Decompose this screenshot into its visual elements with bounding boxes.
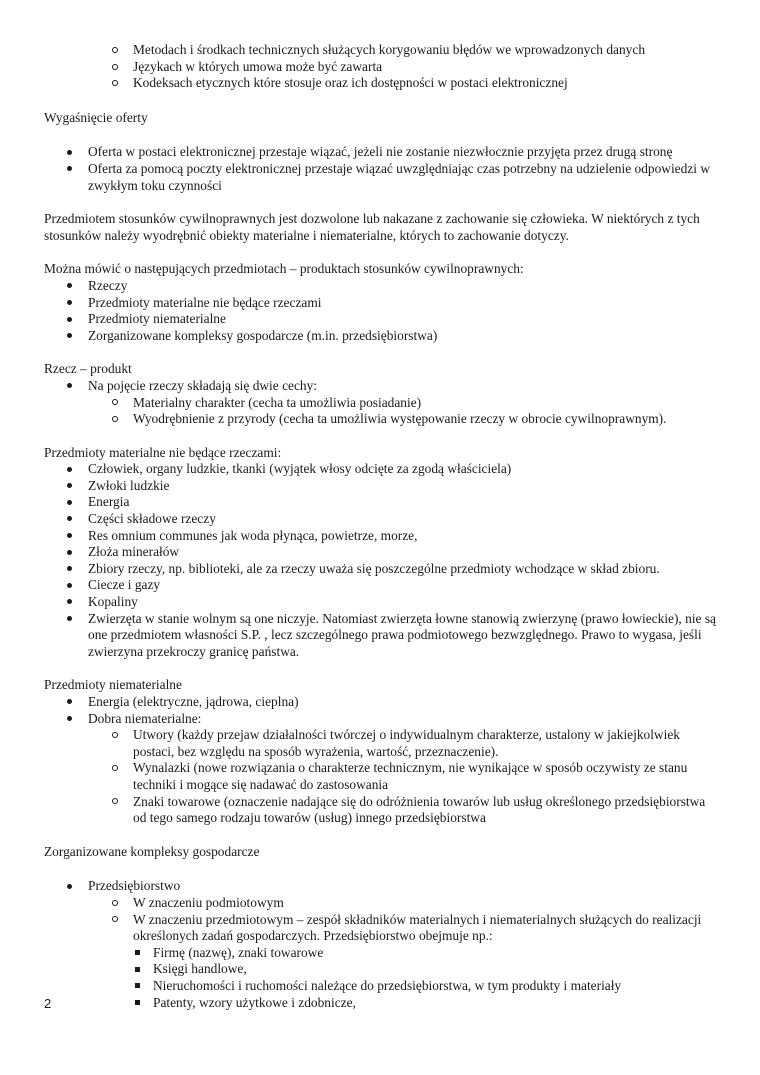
- list-item: Znaki towarowe (oznaczenie nadające się do odróżnienia towarów lub usług określonego przedsiębiorstwa od tego samego rodzaju towarów (usług) innego przedsiębiorstwa: [44, 794, 720, 827]
- list-item: Złoża minerałów: [44, 544, 720, 561]
- list-item: Części składowe rzeczy: [44, 511, 720, 528]
- bullet-icon: [62, 161, 76, 178]
- list-item: Firmę (nazwę), znaki towarowe: [44, 945, 720, 962]
- section-heading-kompleksy: Zorganizowane kompleksy gospodarcze: [44, 843, 260, 859]
- list-item: Przedmioty materialne nie będące rzeczami: [44, 295, 720, 312]
- bullet-icon: [62, 461, 76, 478]
- circle-bullet-icon: [108, 59, 122, 76]
- kompleksy-sublist: [44, 895, 720, 945]
- circle-bullet-icon: [108, 42, 122, 59]
- bullet-icon: [62, 378, 76, 395]
- circle-bullet-icon: [108, 794, 122, 811]
- bullet-icon: [62, 694, 76, 711]
- list-item: Językach w których umowa może być zawarta: [44, 59, 720, 76]
- bullet-icon: [62, 878, 76, 895]
- list-item: Człowiek, organy ludzkie, tkanki (wyjątek włosy odcięte za zgodą właściciela): [44, 461, 720, 478]
- circle-bullet-icon: [108, 395, 122, 412]
- circle-bullet-icon: [108, 411, 122, 428]
- square-bullet-icon: [130, 961, 144, 978]
- list-item: Ciecze i gazy: [44, 577, 720, 594]
- kompleksy-list: [44, 878, 720, 895]
- circle-bullet-icon: [108, 912, 122, 929]
- list-item: Księgi handlowe,: [44, 961, 720, 978]
- bullet-icon: [62, 494, 76, 511]
- square-bullet-icon: [130, 995, 144, 1012]
- bullet-icon: [62, 544, 76, 561]
- square-bullet-icon: [130, 945, 144, 962]
- page-number: 2: [44, 996, 52, 1011]
- bullet-icon: [62, 611, 76, 628]
- list-item: Nieruchomości i ruchomości należące do przedsiębiorstwa, w tym produkty i materiały: [44, 978, 720, 995]
- rzecz-sublist: [44, 395, 720, 428]
- paragraph-przedmiot: Przedmiotem stosunków cywilnoprawnych jest dozwolone lub nakazane z zachowanie się człowieka. W niektórych z tych stosunków należy wyodrębnić obiekty materialne i niematerialne, których to zachowanie dotyczy.: [44, 211, 700, 243]
- square-bullet-icon: [130, 978, 144, 995]
- section-heading-niematerialne: Przedmioty niematerialne: [44, 677, 182, 693]
- list-item: Oferta za pomocą poczty elektronicznej przestaje wiązać uwzględniając czas potrzebny na udzielenie odpowiedzi w zwykłym toku czynności: [44, 161, 720, 194]
- list-item: Przedmioty niematerialne: [44, 311, 720, 328]
- continued-sublist: [44, 42, 720, 92]
- list-item: Wynalazki (nowe rozwiązania o charakterze technicznym, nie wynikające w sposób oczywisty ze stanu techniki i mogące się nadawać do zastosowania: [44, 760, 720, 793]
- section-heading-materialne: Przedmioty materialne nie będące rzeczami:: [44, 444, 282, 460]
- niematerialne-sublist: [44, 727, 720, 827]
- bullet-icon: [62, 528, 76, 545]
- section-heading-przedmioty: Można mówić o następujących przedmiotach – produktach stosunków cywilnoprawnych:: [44, 261, 524, 277]
- bullet-icon: [62, 594, 76, 611]
- bullet-icon: [62, 311, 76, 328]
- circle-bullet-icon: [108, 760, 122, 777]
- materialne-list: [44, 461, 720, 660]
- bullet-icon: [62, 511, 76, 528]
- rzecz-list: [44, 378, 720, 395]
- list-item: Kopaliny: [44, 594, 720, 611]
- list-item: Dobra niematerialne:: [44, 711, 720, 728]
- list-item: Metodach i środkach technicznych służących korygowaniu błędów we wprowadzonych danych: [44, 42, 720, 59]
- list-item: Kodeksach etycznych które stosuje oraz ich dostępności w postaci elektronicznej: [44, 75, 720, 92]
- kompleksy-subsublist: [44, 945, 720, 1011]
- bullet-icon: [62, 561, 76, 578]
- bullet-icon: [62, 577, 76, 594]
- bullet-icon: [62, 711, 76, 728]
- wygasniecie-list: [44, 144, 720, 194]
- przedmioty-list: [44, 278, 720, 344]
- list-item: Oferta w postaci elektronicznej przestaje wiązać, jeżeli nie zostanie niezwłocznie przyjęta przez drugą stronę: [44, 144, 720, 161]
- niematerialne-list: [44, 694, 720, 727]
- bullet-icon: [62, 278, 76, 295]
- list-item: Zwłoki ludzkie: [44, 478, 720, 495]
- section-heading-rzecz: Rzecz – produkt: [44, 361, 132, 377]
- list-item: Patenty, wzory użytkowe i zdobnicze,: [44, 995, 720, 1012]
- bullet-icon: [62, 144, 76, 161]
- section-heading-wygasniecie: Wygaśnięcie oferty: [44, 109, 148, 125]
- list-item: Energia: [44, 494, 720, 511]
- circle-bullet-icon: [108, 727, 122, 744]
- list-item: Wyodrębnienie z przyrody (cecha ta umożliwia występowanie rzeczy w obrocie cywilnoprawnym).: [44, 411, 720, 428]
- bullet-icon: [62, 478, 76, 495]
- list-item: Res omnium communes jak woda płynąca, powietrze, morze,: [44, 528, 720, 545]
- circle-bullet-icon: [108, 75, 122, 92]
- bullet-icon: [62, 328, 76, 345]
- list-item: Rzeczy: [44, 278, 720, 295]
- list-item: Na pojęcie rzeczy składają się dwie cechy:: [44, 378, 720, 395]
- list-item: Energia (elektryczne, jądrowa, cieplna): [44, 694, 720, 711]
- list-item: Zorganizowane kompleksy gospodarcze (m.in. przedsiębiorstwa): [44, 328, 720, 345]
- bullet-icon: [62, 295, 76, 312]
- list-item: W znaczeniu przedmiotowym – zespół składników materialnych i niematerialnych służących do realizacji określonych zadań gospodarczych. Przedsiębiorstwo obejmuje np.:: [44, 912, 720, 945]
- list-item: Zbiory rzeczy, np. biblioteki, ale za rzeczy uważa się poszczególne przedmioty wchodzące w skład zbioru.: [44, 561, 720, 578]
- list-item: Utwory (każdy przejaw działalności twórczej o indywidualnym charakterze, ustalony w jakiejkolwiek postaci, bez względu na sposób wyrażenia, wartość, przeznaczenie).: [44, 727, 720, 760]
- circle-bullet-icon: [108, 895, 122, 912]
- list-item: Materialny charakter (cecha ta umożliwia posiadanie): [44, 395, 720, 412]
- document-content: [44, 42, 720, 1011]
- list-item: Zwierzęta w stanie wolnym są one niczyje. Natomiast zwierzęta łowne stanowią zwierzynę (prawo łowieckie), nie są one przedmiotem własności S.P. , lecz szczególnego prawa podmiotowego bezwzględnego. Prawo to wygasa, jeśli zwierzyna przekroczy granicę państwa.: [44, 611, 720, 661]
- list-item: W znaczeniu podmiotowym: [44, 895, 720, 912]
- list-item: Przedsiębiorstwo: [44, 878, 720, 895]
